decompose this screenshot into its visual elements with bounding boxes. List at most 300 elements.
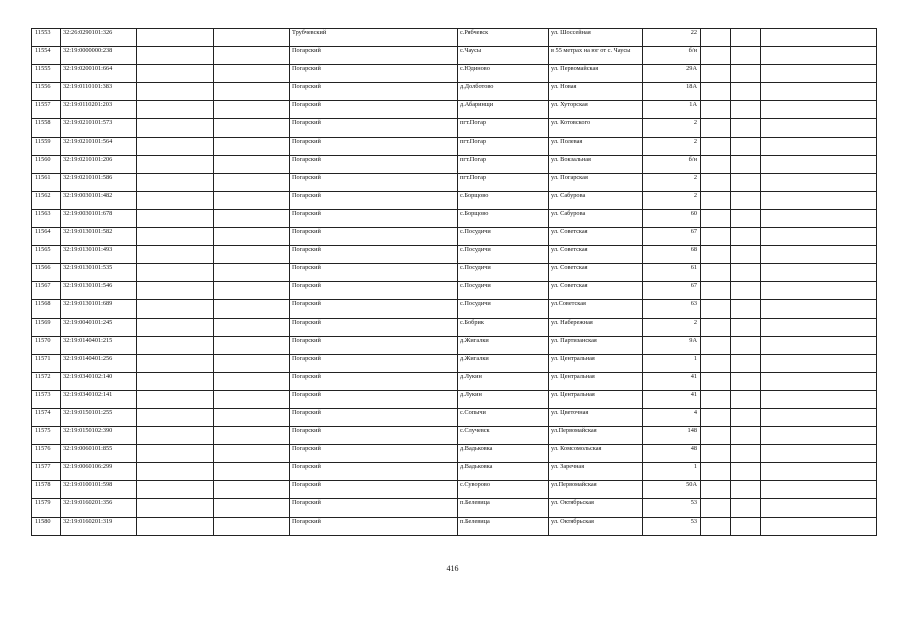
cell-district: Погарский (290, 390, 458, 408)
cell-district: Погарский (290, 354, 458, 372)
cell-district: Погарский (290, 209, 458, 227)
cell-record-number: 11578 (32, 481, 61, 499)
cell-empty (731, 209, 761, 227)
cell-settlement: с.Бобрик (458, 318, 549, 336)
table-row (32, 173, 877, 191)
cell-empty (214, 499, 290, 517)
cell-district: Погарский (290, 137, 458, 155)
cell-empty (701, 463, 731, 481)
cell-empty (214, 282, 290, 300)
cell-district: Погарский (290, 246, 458, 264)
cell-district: Погарский (290, 445, 458, 463)
cell-house-number: 4 (643, 408, 701, 426)
cell-empty (731, 427, 761, 445)
cell-district: Погарский (290, 47, 458, 65)
cell-cadastral-number: 32:19:0000000:238 (61, 47, 137, 65)
cell-cadastral-number: 32:19:0200101:664 (61, 65, 137, 83)
cell-empty (731, 445, 761, 463)
cell-empty (731, 119, 761, 137)
table-row (32, 246, 877, 264)
cell-cadastral-number: 32:19:0130101:535 (61, 264, 137, 282)
cell-empty (701, 481, 731, 499)
cell-empty (214, 173, 290, 191)
cell-district: Погарский (290, 282, 458, 300)
table-row (32, 318, 877, 336)
cell-empty (137, 65, 214, 83)
cell-house-number: 68 (643, 246, 701, 264)
cell-empty (214, 318, 290, 336)
cell-house-number: 2 (643, 173, 701, 191)
cell-empty (137, 445, 214, 463)
cell-house-number: 67 (643, 228, 701, 246)
cell-cadastral-number: 32:19:0130101:582 (61, 228, 137, 246)
cell-empty (137, 29, 214, 47)
cell-empty (761, 499, 877, 517)
cell-street: ул.Советская (549, 300, 643, 318)
cell-empty (731, 499, 761, 517)
cell-settlement: с.Посудичи (458, 282, 549, 300)
cell-empty (761, 463, 877, 481)
table-row (32, 372, 877, 390)
cell-street: ул. Хуторская (549, 101, 643, 119)
cell-house-number: 53 (643, 517, 701, 535)
cell-empty (137, 47, 214, 65)
cell-empty (701, 427, 731, 445)
cell-empty (731, 173, 761, 191)
cell-record-number: 11564 (32, 228, 61, 246)
cell-house-number: 2 (643, 318, 701, 336)
cell-cadastral-number: 32:19:0110201:203 (61, 101, 137, 119)
table-row (32, 47, 877, 65)
cell-empty (214, 246, 290, 264)
cell-empty (701, 408, 731, 426)
cell-house-number: 60 (643, 209, 701, 227)
cell-record-number: 11570 (32, 336, 61, 354)
table-row (32, 300, 877, 318)
cell-record-number: 11553 (32, 29, 61, 47)
cell-record-number: 11572 (32, 372, 61, 390)
cell-empty (701, 119, 731, 137)
table-row (32, 191, 877, 209)
cell-street: ул. Первомайская (549, 65, 643, 83)
cell-empty (701, 29, 731, 47)
cell-record-number: 11568 (32, 300, 61, 318)
cell-street: ул. Советская (549, 264, 643, 282)
cell-empty (701, 354, 731, 372)
cell-empty (214, 83, 290, 101)
cell-street: ул. Советская (549, 246, 643, 264)
cell-settlement: д.Вадьковка (458, 463, 549, 481)
table-row (32, 282, 877, 300)
cell-cadastral-number: 32:19:0140401:256 (61, 354, 137, 372)
cell-empty (701, 65, 731, 83)
cell-empty (701, 228, 731, 246)
cell-district: Погарский (290, 228, 458, 246)
cell-empty (214, 390, 290, 408)
table-row (32, 228, 877, 246)
table-row (32, 155, 877, 173)
cell-record-number: 11571 (32, 354, 61, 372)
cell-empty (701, 246, 731, 264)
cell-empty (214, 29, 290, 47)
cell-record-number: 11576 (32, 445, 61, 463)
cell-empty (214, 137, 290, 155)
cell-empty (731, 29, 761, 47)
cell-record-number: 11573 (32, 390, 61, 408)
cell-empty (731, 390, 761, 408)
cell-street: ул. Сабурова (549, 209, 643, 227)
table-row (32, 390, 877, 408)
cell-empty (214, 209, 290, 227)
cell-empty (701, 155, 731, 173)
cell-empty (761, 101, 877, 119)
cell-record-number: 11556 (32, 83, 61, 101)
cell-empty (731, 264, 761, 282)
cell-empty (701, 101, 731, 119)
cell-empty (137, 246, 214, 264)
cell-empty (214, 300, 290, 318)
cell-cadastral-number: 32:19:0100101:598 (61, 481, 137, 499)
cell-settlement: д.Долботово (458, 83, 549, 101)
cell-empty (701, 264, 731, 282)
cell-record-number: 11577 (32, 463, 61, 481)
cell-empty (761, 408, 877, 426)
cell-settlement: п.Белевица (458, 517, 549, 535)
cell-settlement: с.Посудичи (458, 264, 549, 282)
cell-empty (731, 300, 761, 318)
cell-empty (214, 191, 290, 209)
cell-cadastral-number: 32:19:0030101:678 (61, 209, 137, 227)
cell-empty (137, 408, 214, 426)
cell-empty (137, 264, 214, 282)
cell-settlement: пгт.Погар (458, 173, 549, 191)
cell-street: ул. Октябрьская (549, 499, 643, 517)
table-row (32, 517, 877, 535)
cell-empty (701, 336, 731, 354)
cell-record-number: 11563 (32, 209, 61, 227)
cell-district: Погарский (290, 427, 458, 445)
cell-empty (137, 427, 214, 445)
cell-empty (137, 499, 214, 517)
cell-empty (761, 65, 877, 83)
cell-house-number: 41 (643, 390, 701, 408)
cell-settlement: с.Сопычи (458, 408, 549, 426)
cell-empty (701, 390, 731, 408)
cell-empty (731, 228, 761, 246)
cell-record-number: 11557 (32, 101, 61, 119)
table-row (32, 427, 877, 445)
cell-settlement: пгт.Погар (458, 155, 549, 173)
cell-district: Погарский (290, 83, 458, 101)
cell-cadastral-number: 32:19:0150101:255 (61, 408, 137, 426)
cell-empty (761, 372, 877, 390)
cell-empty (761, 191, 877, 209)
cell-house-number: 1 (643, 354, 701, 372)
cell-empty (761, 445, 877, 463)
cell-settlement: с.Борщово (458, 209, 549, 227)
cell-empty (731, 463, 761, 481)
cell-district: Погарский (290, 517, 458, 535)
cell-record-number: 11558 (32, 119, 61, 137)
cell-settlement: д.Абаринщи (458, 101, 549, 119)
cell-empty (761, 390, 877, 408)
cell-empty (761, 264, 877, 282)
cell-street: ул. Советская (549, 282, 643, 300)
cell-house-number: 63 (643, 300, 701, 318)
cell-empty (701, 499, 731, 517)
cell-district: Погарский (290, 173, 458, 191)
cell-cadastral-number: 32:19:0340102:141 (61, 390, 137, 408)
cell-district: Погарский (290, 101, 458, 119)
cell-empty (701, 517, 731, 535)
cell-cadastral-number: 32:19:0160201:319 (61, 517, 137, 535)
table-row (32, 65, 877, 83)
cell-cadastral-number: 32:26:0290101:326 (61, 29, 137, 47)
cell-empty (214, 47, 290, 65)
cell-street: ул. Погарская (549, 173, 643, 191)
cell-empty (701, 318, 731, 336)
cell-empty (731, 372, 761, 390)
cell-house-number: 2 (643, 191, 701, 209)
cell-empty (214, 427, 290, 445)
cell-cadastral-number: 32:19:0210101:586 (61, 173, 137, 191)
cell-cadastral-number: 32:19:0160201:356 (61, 499, 137, 517)
cell-empty (137, 119, 214, 137)
cell-street: ул.Первомайская (549, 481, 643, 499)
cell-empty (137, 372, 214, 390)
cell-empty (214, 155, 290, 173)
cell-empty (731, 481, 761, 499)
cell-empty (137, 336, 214, 354)
cell-district: Погарский (290, 119, 458, 137)
table-row (32, 101, 877, 119)
cell-empty (701, 300, 731, 318)
cell-street: ул. Центральная (549, 372, 643, 390)
cell-settlement: с.Юдиново (458, 65, 549, 83)
cell-settlement: с.Посудичи (458, 300, 549, 318)
cell-empty (731, 155, 761, 173)
cell-empty (761, 300, 877, 318)
cell-cadastral-number: 32:19:0340102:140 (61, 372, 137, 390)
cell-record-number: 11565 (32, 246, 61, 264)
cell-house-number: 61 (643, 264, 701, 282)
cell-district: Погарский (290, 408, 458, 426)
cell-house-number: 1А (643, 101, 701, 119)
cell-street: ул. Котовского (549, 119, 643, 137)
cell-empty (214, 463, 290, 481)
cell-empty (761, 83, 877, 101)
cell-house-number: 41 (643, 372, 701, 390)
cell-empty (214, 119, 290, 137)
cell-empty (214, 372, 290, 390)
cell-empty (137, 209, 214, 227)
cell-empty (731, 83, 761, 101)
cell-district: Погарский (290, 264, 458, 282)
cell-street: ул. Шоссейная (549, 29, 643, 47)
cell-street: ул. Центральная (549, 354, 643, 372)
cell-empty (761, 336, 877, 354)
cell-empty (761, 481, 877, 499)
cell-house-number: 9А (643, 336, 701, 354)
cell-record-number: 11575 (32, 427, 61, 445)
cell-cadastral-number: 32:19:0060106:299 (61, 463, 137, 481)
cell-empty (137, 300, 214, 318)
cell-empty (137, 318, 214, 336)
cell-cadastral-number: 32:19:0060101:855 (61, 445, 137, 463)
cell-empty (761, 47, 877, 65)
cell-empty (761, 29, 877, 47)
cell-empty (761, 173, 877, 191)
cell-record-number: 11554 (32, 47, 61, 65)
cell-house-number: 148 (643, 427, 701, 445)
cell-empty (214, 517, 290, 535)
cell-empty (761, 137, 877, 155)
cell-empty (731, 137, 761, 155)
cell-empty (761, 119, 877, 137)
cell-empty (761, 282, 877, 300)
cell-street: ул. Центральная (549, 390, 643, 408)
cell-street: ул. Октябрьская (549, 517, 643, 535)
cell-house-number: 29А (643, 65, 701, 83)
cell-house-number: 18А (643, 83, 701, 101)
cell-empty (137, 83, 214, 101)
cell-settlement: пгт.Погар (458, 137, 549, 155)
cell-record-number: 11574 (32, 408, 61, 426)
cell-house-number: б/н (643, 155, 701, 173)
cell-record-number: 11579 (32, 499, 61, 517)
table-row (32, 137, 877, 155)
cell-settlement: с.Посудичи (458, 246, 549, 264)
table-row (32, 83, 877, 101)
table-row (32, 354, 877, 372)
cell-empty (761, 318, 877, 336)
cell-empty (701, 191, 731, 209)
cell-empty (137, 390, 214, 408)
cell-record-number: 11555 (32, 65, 61, 83)
cell-empty (731, 246, 761, 264)
cell-settlement: с.Посудичи (458, 228, 549, 246)
cell-district: Погарский (290, 372, 458, 390)
cell-record-number: 11559 (32, 137, 61, 155)
cell-empty (761, 517, 877, 535)
cell-cadastral-number: 32:19:0210101:573 (61, 119, 137, 137)
cell-empty (137, 517, 214, 535)
cell-empty (731, 408, 761, 426)
cell-house-number: 50А (643, 481, 701, 499)
cell-district: Погарский (290, 499, 458, 517)
cell-district: Погарский (290, 65, 458, 83)
cell-cadastral-number: 32:19:0130101:546 (61, 282, 137, 300)
cell-cadastral-number: 32:19:0030101:482 (61, 191, 137, 209)
cell-empty (761, 209, 877, 227)
cell-street: ул. Сабурова (549, 191, 643, 209)
cell-house-number: 67 (643, 282, 701, 300)
cell-empty (761, 427, 877, 445)
cell-empty (137, 173, 214, 191)
cell-district: Погарский (290, 463, 458, 481)
cell-empty (137, 282, 214, 300)
table-row (32, 408, 877, 426)
cell-empty (137, 101, 214, 119)
table-row (32, 499, 877, 517)
cell-house-number: 22 (643, 29, 701, 47)
cell-empty (214, 336, 290, 354)
cell-empty (731, 101, 761, 119)
cell-district: Погарский (290, 155, 458, 173)
cell-street: ул. Заречная (549, 463, 643, 481)
cell-empty (701, 137, 731, 155)
cell-empty (701, 372, 731, 390)
cell-street: ул. Набережная (549, 318, 643, 336)
table-row (32, 336, 877, 354)
cell-empty (701, 282, 731, 300)
cell-empty (701, 445, 731, 463)
cell-district: Погарский (290, 318, 458, 336)
cell-empty (731, 47, 761, 65)
cell-settlement: д.Лукин (458, 372, 549, 390)
cell-district: Погарский (290, 481, 458, 499)
cell-cadastral-number: 32:19:0210101:206 (61, 155, 137, 173)
cell-empty (137, 137, 214, 155)
cell-settlement: д.Вадьковка (458, 445, 549, 463)
cell-empty (214, 445, 290, 463)
cell-settlement: с.Рябчевск (458, 29, 549, 47)
cell-record-number: 11569 (32, 318, 61, 336)
cell-district: Трубчевский (290, 29, 458, 47)
table-body (32, 29, 877, 536)
cell-settlement: пгт.Погар (458, 119, 549, 137)
cell-settlement: с.Случевск (458, 427, 549, 445)
cell-record-number: 11561 (32, 173, 61, 191)
cell-cadastral-number: 32:19:0150102:390 (61, 427, 137, 445)
cell-empty (214, 228, 290, 246)
cell-house-number: 48 (643, 445, 701, 463)
cell-empty (701, 173, 731, 191)
table-row (32, 264, 877, 282)
cell-empty (731, 318, 761, 336)
table-row (32, 119, 877, 137)
cell-cadastral-number: 32:19:0110101:383 (61, 83, 137, 101)
table-row (32, 445, 877, 463)
cell-cadastral-number: 32:19:0210101:564 (61, 137, 137, 155)
cell-record-number: 11562 (32, 191, 61, 209)
cell-empty (731, 336, 761, 354)
cell-street: ул. Партизанская (549, 336, 643, 354)
cell-street: ул. Полевая (549, 137, 643, 155)
page-number: 416 (446, 564, 459, 573)
cell-empty (701, 47, 731, 65)
table-row (32, 209, 877, 227)
cell-empty (137, 463, 214, 481)
cell-house-number: 1 (643, 463, 701, 481)
cell-empty (137, 481, 214, 499)
cell-house-number: 2 (643, 137, 701, 155)
cell-street: ул. Вокзальная (549, 155, 643, 173)
cell-record-number: 11566 (32, 264, 61, 282)
cell-cadastral-number: 32:19:0130101:493 (61, 246, 137, 264)
table-row (32, 463, 877, 481)
cell-settlement: д.Жигалки (458, 354, 549, 372)
cell-empty (761, 155, 877, 173)
cell-empty (701, 209, 731, 227)
cell-house-number: 53 (643, 499, 701, 517)
cell-settlement: с.Суворово (458, 481, 549, 499)
cell-empty (214, 408, 290, 426)
cell-empty (214, 264, 290, 282)
cell-empty (214, 354, 290, 372)
cell-empty (731, 191, 761, 209)
cell-empty (137, 191, 214, 209)
